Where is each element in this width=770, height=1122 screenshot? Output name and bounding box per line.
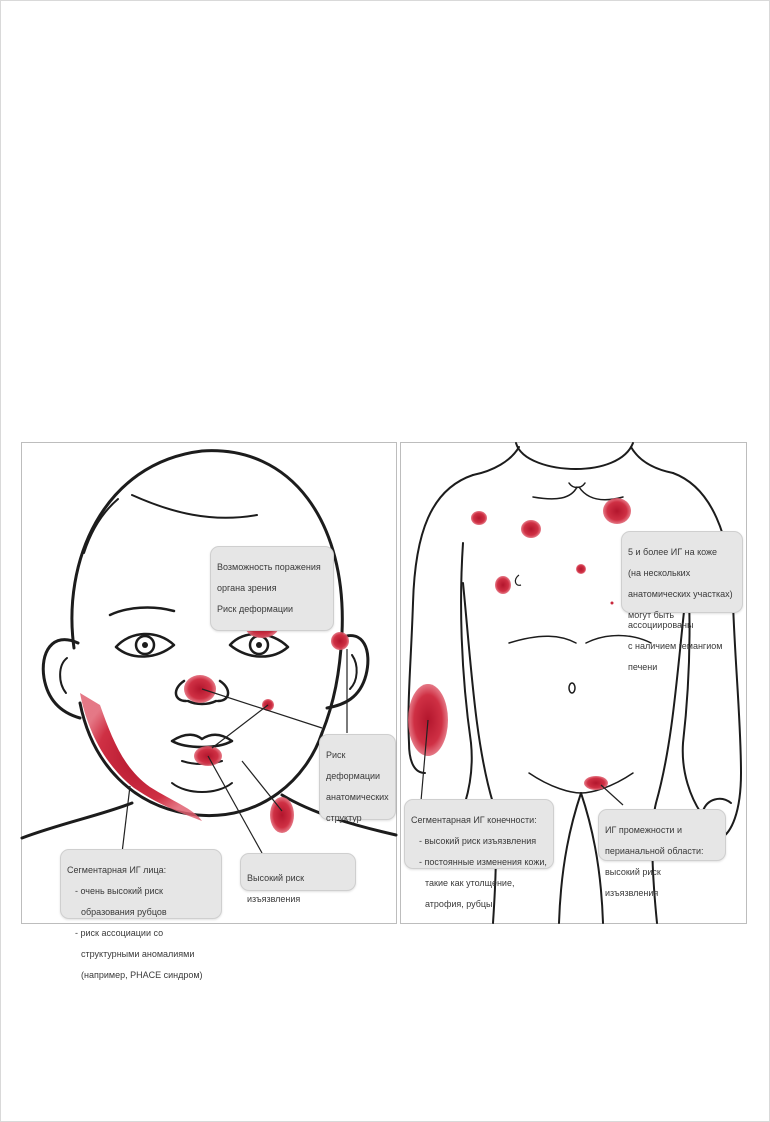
left-leg-inner (559, 793, 581, 923)
callout-line: структур (326, 812, 362, 823)
left-eyebrow (110, 608, 174, 615)
callout-segmental-face (60, 849, 222, 980)
callout-title: Сегментарная ИГ лица: (67, 864, 167, 875)
callout-segmental-limb (404, 799, 554, 909)
callout-perineum (598, 809, 726, 898)
callout-line: печени (628, 662, 658, 672)
left-pupil (142, 642, 148, 648)
callout-line: атрофия, рубцы (425, 898, 493, 909)
lesion-chest-2 (521, 520, 541, 538)
chin-outline (516, 443, 633, 469)
lesion-ear (331, 632, 349, 650)
callout-line: такие как утолщение, (425, 877, 515, 888)
callout-line: анатомических участках) (628, 588, 733, 599)
neck-shoulders (22, 803, 132, 838)
callout-line: перианальной области: (605, 845, 704, 856)
callout-line: 5 и более ИГ на коже (628, 546, 718, 557)
callout-line: Высокий риск (247, 872, 305, 883)
lesion-chest-6 (611, 602, 614, 605)
callout-line: - высокий риск изъязвления (419, 835, 537, 846)
hair-line (132, 495, 257, 518)
callout-line: изъязвления (605, 887, 659, 898)
callout-ulceration-risk (240, 853, 356, 904)
callout-line: Возможность поражения (217, 561, 321, 572)
callout-line: структурными аномалиями (81, 948, 195, 959)
callout-line: - очень высокий риск (75, 885, 163, 896)
callout-line: Риск деформации (217, 603, 294, 614)
callout-line: анатомических (326, 791, 389, 802)
lesion-chest-4 (495, 576, 511, 594)
navel (569, 683, 575, 693)
lesion-nose (184, 675, 216, 703)
body-illustration-panel (400, 442, 747, 924)
callout-line: изъязвления (247, 893, 301, 904)
lesion-chest-3 (603, 498, 631, 524)
right-pupil (256, 642, 262, 648)
callout-line: высокий риск (605, 866, 661, 877)
callout-line: органа зрения (217, 582, 277, 593)
callout-line: с наличием гемангиом (628, 641, 723, 651)
lesion-chest-5 (576, 564, 586, 574)
callout-line: могут быть ассоциированы (628, 609, 694, 630)
mouth (172, 735, 232, 747)
callout-title: Сегментарная ИГ конечности: (411, 814, 537, 825)
callout-line: образования рубцов (81, 906, 167, 917)
callout-line: Риск (326, 749, 346, 760)
callout-line: - постоянные изменения кожи, (419, 856, 547, 867)
face-illustration-panel (21, 442, 397, 980)
lesion-chest-1 (471, 511, 487, 525)
callout-line: (например, PHACE синдром) (81, 969, 203, 980)
lesion-neck (270, 797, 294, 833)
body-lesions (408, 498, 631, 790)
callout-deformation-risk (319, 734, 396, 823)
callout-line: - риск ассоциации со (75, 927, 164, 938)
callout-line: (на нескольких (628, 567, 691, 578)
left-ear (43, 640, 80, 718)
callout-line: ИГ промежности и (605, 824, 682, 835)
callout-multiple-hemangiomas (621, 531, 743, 672)
callout-line: деформации (326, 770, 381, 781)
lesion-segmental-jaw (80, 693, 202, 821)
callout-vision-risk (210, 546, 334, 631)
